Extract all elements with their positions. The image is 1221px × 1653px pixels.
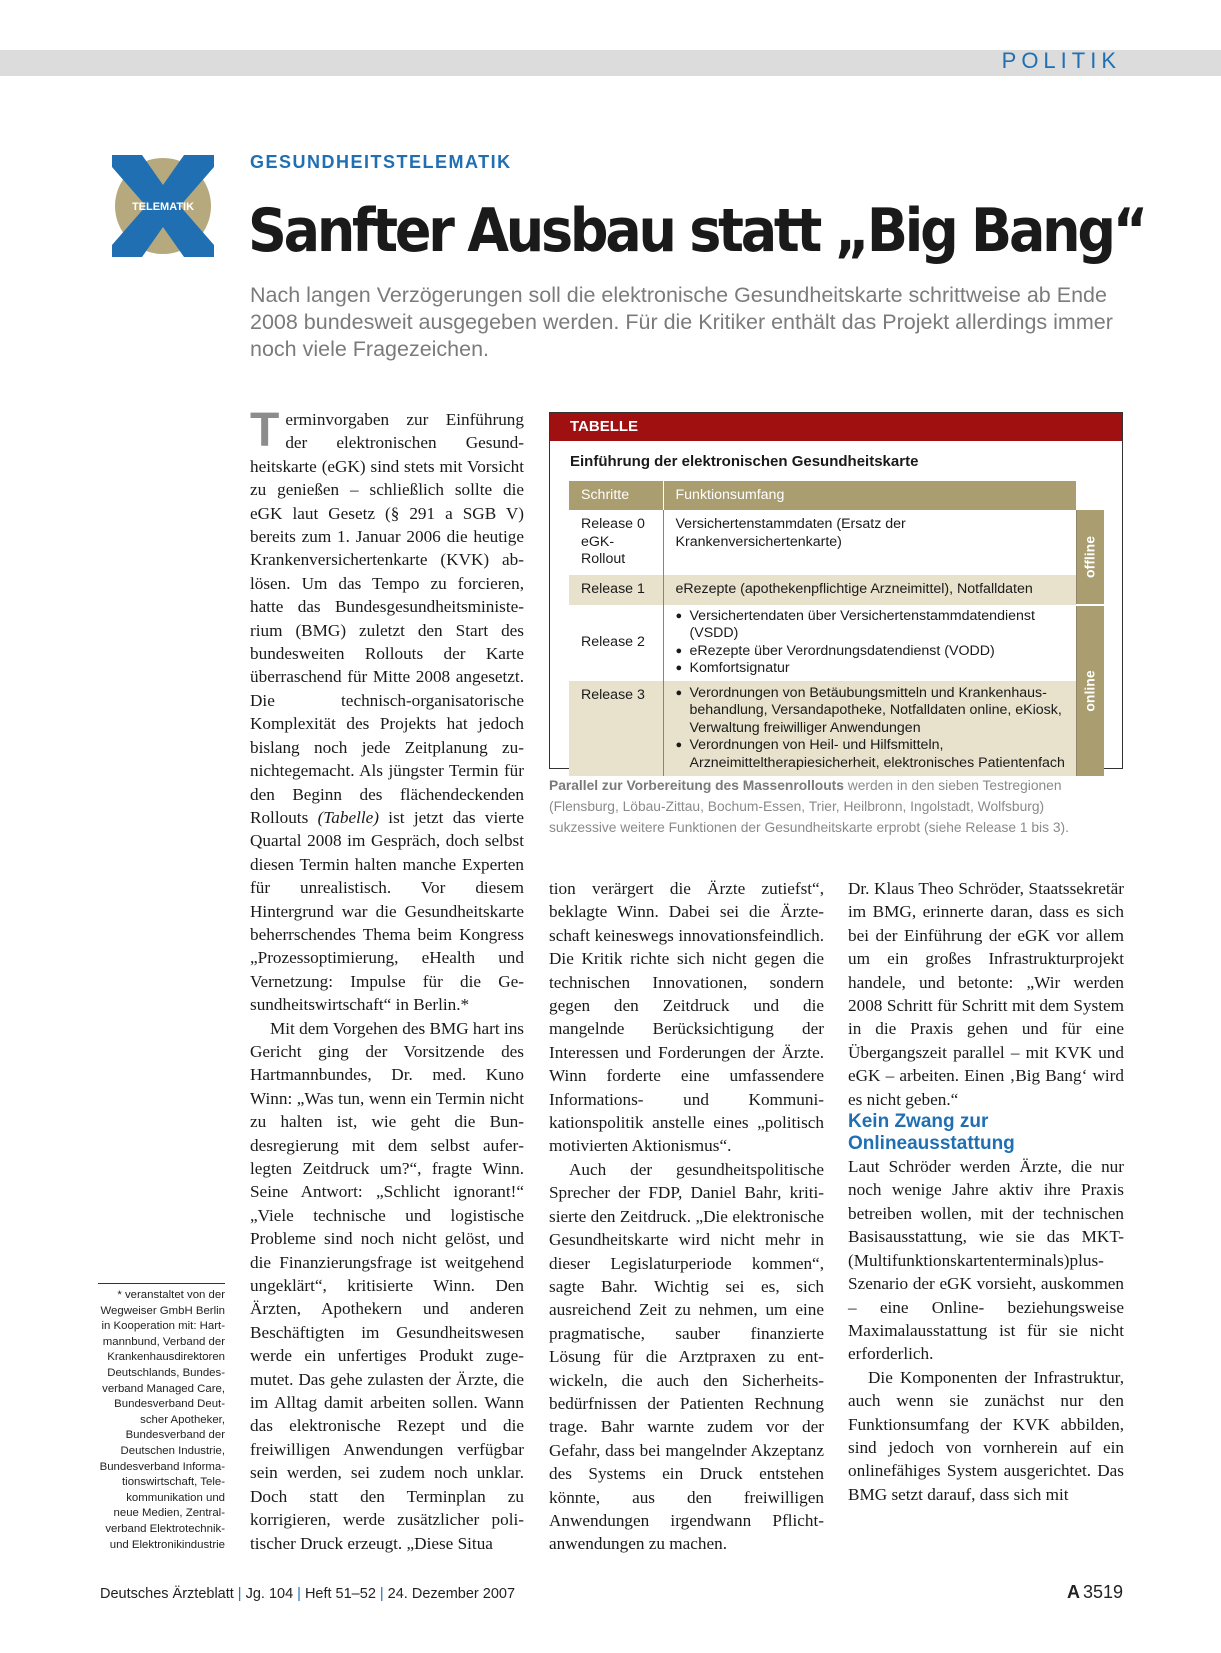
step-cell: Release 2: [569, 605, 663, 681]
release-table: [569, 481, 1104, 776]
paragraph: Die Komponenten der Infrastruktur, auch wenn sie zunächst nur den Funktionsumfang der KVK abbilden, sind jedoch von vornherein auf ein onlinefähiges System ausgerichtet. Das BMG setzt darauf, dass sich mit: [848, 1367, 1124, 1504]
issue: Heft 51–52: [304, 1586, 376, 1602]
table-reference: (Tabelle): [317, 807, 379, 827]
function-cell: eRezepte (apothekenpflichtige Arzneimittel), Notfalldaten: [663, 575, 1076, 605]
footnote: * veranstaltet von der Wegweiser GmbH Berlin in Kooperation mit: Hartmannbund, Verband der Krankenhausdirektoren Deutschlands, Bundesverband Managed Care, Bundesverband Deutscher Apotheker, Bundesverband der Deutschen Industrie, Bundesverband Informationswirtschaft, Telekommunikation und neue Medien, Zentralverband Elektrotechnik- und Elektronikindustrie: [98, 1283, 225, 1553]
issue-date: 24. Dezember 2007: [387, 1586, 516, 1602]
page-number: A 3519: [1066, 1582, 1123, 1602]
table-row: [569, 575, 1104, 605]
list-item: ● Komfortsignatur: [676, 660, 1070, 678]
column-header-functions: Funktionsumfang: [663, 481, 1076, 510]
offline-band: offline: [1076, 510, 1104, 605]
list-item: ● Versichertendaten über Versichertenstammdatendienst (VSDD): [676, 608, 1070, 643]
volume: Jg. 104: [245, 1586, 294, 1602]
table-row: [569, 605, 1104, 681]
table-row: [569, 510, 1104, 575]
journal-name: Deutsches Ärzteblatt: [100, 1586, 234, 1602]
subheading: Kein Zwang zur Onlineausstattung: [848, 1111, 1015, 1155]
paragraph: tion verärgert die Ärzte zutiefst“, beklagte Winn. Dabei sei die Ärzteschaft keineswegs innovationsfeindlich. Die Kritik richte sich nicht gegen die technischen Innovationen, sondern gegen den Zeitdruck und die mangelnde Berücksichtigung der Interessen und Forderungen der Ärzte. Winn forderte eine umfassendere Informations- und Kommunikationspolitik anstelle eines „politisch motivierten Aktionismus“.: [549, 879, 824, 1156]
table-row: [569, 681, 1104, 777]
info-table-box: [549, 412, 1123, 769]
step-cell: Release 0 eGK-Rollout: [569, 510, 663, 575]
footer-citation: Deutsches Ärzteblatt | Jg. 104 | Heft 51–52 | 24. Dezember 2007: [100, 1586, 516, 1602]
paragraph: Laut Schröder werden Ärzte, die nur noch wenige Jahre aktiv ihre Praxis betreiben wollen, mit der technischen Basisausstattung, wie sie das MKT-(Multifunktionskartenterminals)plus-Szenario der eGK vorsieht, auskommen – eine Online- beziehungsweise Maximalausstattung ist für sie nicht erforderlich.: [848, 1157, 1124, 1364]
logo-text: TELEMATIK: [131, 201, 195, 213]
article-kicker: GESUNDHEITSTELEMATIK: [250, 152, 512, 172]
list-item: ● Verordnungen von Heil- und Hilfsmitteln, Arzneimitteltherapiesicherheit, elektronisches Patientenfach: [676, 737, 1070, 772]
text-column-1: [250, 404, 525, 1555]
drop-cap: T: [250, 404, 280, 457]
column-header-steps: Schritte: [569, 481, 663, 510]
article-lead: Nach langen Verzögerungen soll die elektronische Gesundheitskarte schrittweise ab Ende 2008 bundesweit ausgegeben werden. Für die Kritiker enthält das Projekt allerdings immer noch viele Fragezeichen.: [250, 283, 1113, 361]
table-label: TABELLE: [550, 413, 1122, 441]
list-item: ● eRezepte über Verordnungsdatendienst (VODD): [676, 643, 1070, 661]
online-band: online: [1076, 605, 1104, 777]
table-title: Einführung der elektronischen Gesundheitskarte: [570, 453, 919, 470]
article-headline: Sanfter Ausbau statt „Big Bang“: [248, 196, 1146, 266]
function-cell: [663, 681, 1076, 777]
section-label: POLITIK: [1001, 48, 1121, 73]
paragraph: Auch der gesundheitspolitische Sprecher der FDP, Daniel Bahr, kritisierte den Zeitdruck. „Die elektronische Gesundheitskarte wird nicht mehr in dieser Legislaturperiode kommen“, sagte Bahr. Wichtig sei es, sich ausreichend Zeit zu nehmen, um eine pragmatische, sauber finanzierte Lösung für die Arztpraxen zu entwickeln, die auch den Sicherheitsbedürfnissen der Patienten Rechnung trage. Bahr warnte zudem vor der Gefahr, dass bei mangelnder Akzeptanz des Systems ein Druck entstehen könnte, aus den freiwilligen Anwendungen irgendwann Pflichtanwendungen zu machen.: [549, 1159, 824, 1554]
paragraph: Terminvorgaben zur Einführung der elektronischen Gesundheitskarte (eGK) sind stets mit Vorsicht zu genießen – schließlich sollte die eGK laut Gesetz (§ 291 a SGB V) bereits zum 1. Januar 2006 die heutige Krankenversichertenkarte (KVK) ablösen. Um das Tempo zu forcieren, hatte das Bundesgesundheitsministerium (BMG) zuletzt den Start des bundesweiten Rollouts der Karte überraschend für Mitte 2008 angesetzt. Die technisch-organisatorische Komplexität des Projekts hat jedoch bislang noch jede Zeitplanung zunichtegemacht. Als jüngster Termin für den Beginn des flächendeckenden Rollouts (Tabelle) ist jetzt das vierte Quartal 2008 im Gespräch, doch selbst diesen Termin halten manche Experten für unrealistisch. Vor diesem Hintergrund war die Gesundheitskarte beherrschendes Thema beim Kongress „Prozessoptimierung, eHealth und Vernetzung: Impulse für die Gesundheitswirtschaft“ in Berlin.*: [250, 404, 525, 1015]
telematik-logo: [112, 155, 214, 257]
function-cell: Versichertenstammdaten (Ersatz der Krankenversichertenkarte): [663, 510, 1076, 575]
text-column-2: [549, 877, 824, 1556]
text-column-3: [848, 877, 1124, 1506]
list-item: ● Verordnungen von Betäubungsmitteln und Krankenhausbehandlung, Versandapotheke, Notfalldaten online, eKiosk, Verwaltung freiwilliger Anwendungen: [676, 685, 1070, 738]
paragraph: Mit dem Vorgehen des BMG hart ins Gericht ging der Vorsitzende des Hartmannbundes, Dr. med. Kuno Winn: „Was tun, wenn ein Termin nicht zu halten ist, wie geht die Bundesregierung mit dem selbst auferlegten Zeitdruck um?“, fragte Winn. Seine Antwort: „Schlicht ignorant!“ „Viele technische und logistische Probleme sind noch nicht gelöst, und die Finanzierungsfrage ist weitgehend ungeklärt“, kritisierte Winn. Den Ärzten, Apothekern und anderen Beschäftigten im Gesundheitswesen werde ein unfertiges Produkt zugemutet. Das gehe zulasten der Ärzte, die im Alltag damit arbeiten sollen. Wann das elektronische Rezept und die freiwilligen Anwendungen verfügbar sein werden, sei zudem noch unklar. Doch statt den Terminplan zu korrigieren, werde zusätzlicher politischer Druck erzeugt. „Diese Situa: [250, 1018, 524, 1553]
step-cell: Release 1: [569, 575, 663, 605]
table-caption: Parallel zur Vorbereitung des Massenrollouts werden in den sieben Testregionen (Flensburg, Löbau-Zittau, Bochum-Essen, Trier, Heilbronn, Ingolstadt, Wolfsburg) sukzessive weitere Funktionen der Gesundheitskarte erprobt (siehe Release 1 bis 3).: [549, 778, 1069, 835]
function-cell: [663, 605, 1076, 681]
step-cell: Release 3: [569, 681, 663, 777]
paragraph: Dr. Klaus Theo Schröder, Staatssekretär im BMG, erinnerte daran, dass es sich bei der Einführung der eGK vor allem um ein großes Infrastrukturprojekt handele, und betonte: „Wir werden 2008 Schritt für Schritt mit dem System in die Praxis gehen und für eine Übergangszeit parallel – mit KVK und eGK – arbeiten. Einen ‚Big Bang‘ wird es nicht geben.“: [848, 879, 1124, 1109]
